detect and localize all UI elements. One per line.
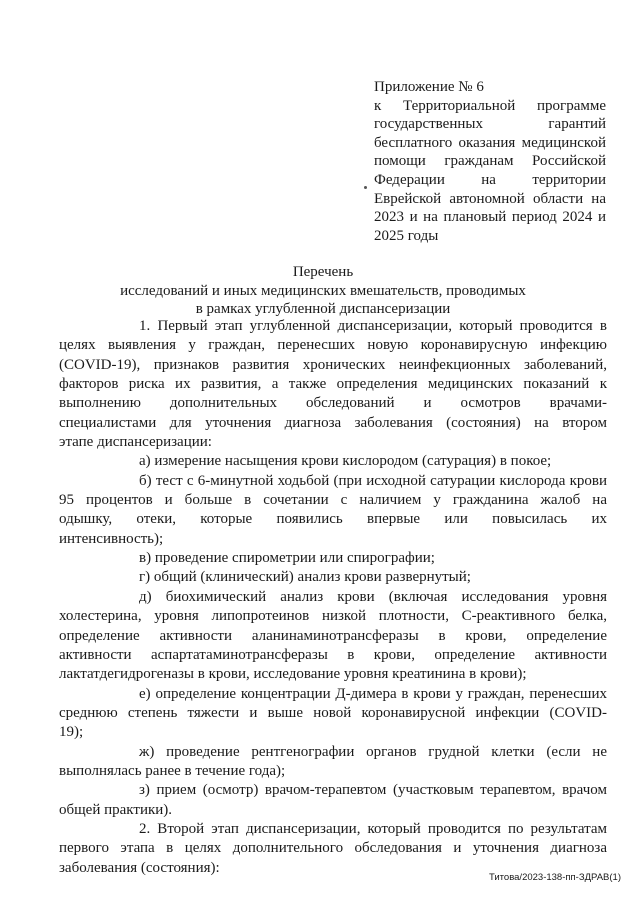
title-line: в рамках углубленной диспансеризации (195, 301, 451, 317)
appendix-header (374, 78, 606, 245)
list-item: е) определение концентрации Д-димера в крови у граждан, перенесших (139, 685, 607, 702)
list-item-line: активности аспартатаминотрансферазы в крови, определение активности (59, 646, 607, 663)
scan-dot (364, 186, 367, 189)
paragraph-line: выполнению дополнительных обследований и осмотров врачами- (59, 395, 607, 412)
appendix-number: Приложение № 6 (374, 79, 484, 95)
appendix-line: 2023 и на плановый период 2024 и (374, 209, 606, 226)
list-item: ж) проведение рентгенографии органов грудной клетки (если не (139, 743, 607, 760)
appendix-line: государственных гарантий (374, 116, 606, 133)
list-item: а) измерение насыщения крови кислородом (сатурация) в покое; (139, 453, 552, 470)
appendix-line: Федерации на территории (374, 171, 606, 188)
list-item-line: одышку, отеки, которые появились впервые или повысилась их (59, 511, 607, 528)
list-item-line: выполнялась ранее в течение года); (59, 762, 286, 779)
paragraph-line: факторов риска их развития, а также определения медицинских показаний к (59, 376, 607, 393)
list-item-line: общей практики). (59, 801, 173, 818)
appendix-line: бесплатного оказания медицинской (374, 134, 606, 151)
paragraph-line: целях выявления у граждан, перенесших новую коронавирусную инфекцию (59, 337, 607, 354)
paragraph-line: (COVID-19), признаков развития хронических неинфекционных заболеваний, (59, 356, 607, 373)
appendix-line: помощи гражданам Российской (374, 153, 606, 170)
appendix-line: Еврейской автономной области на (374, 190, 606, 207)
list-item-line: лактатдегидрогеназы в крови, исследование уровня креатинина в крови); (59, 666, 527, 683)
paragraph-line: этапе диспансеризации: (59, 434, 212, 451)
title-line: Перечень (292, 264, 354, 280)
list-item-line: 95 процентов и больше в сочетании с наличием у гражданина жалоб на (59, 492, 607, 509)
list-item: г) общий (клинический) анализ крови развернутый; (139, 569, 471, 586)
list-item: б) тест с 6-минутной ходьбой (при исходной сатурации кислорода крови (139, 472, 607, 489)
paragraph-line: 2. Второй этап диспансеризации, который проводится по результатам (139, 820, 607, 837)
list-item: з) прием (осмотр) врачом-терапевтом (участковым терапевтом, врачом (139, 782, 607, 799)
paragraph-line: заболевания (состояния): (59, 859, 220, 876)
title-line: исследований и иных медицинских вмешательств, проводимых (120, 282, 526, 299)
document-footer-code: Титова/2023-138-пп-ЗДРАВ(1) (488, 872, 621, 883)
paragraph-line: специалистами для уточнения диагноза заболевания (состояния) на втором (59, 414, 607, 431)
list-item-line: холестерина, уровня липопротеинов низкой плотности, С-реактивного белка, (59, 608, 607, 625)
document-body (59, 317, 607, 878)
paragraph-line: первого этапа в целях дополнительного обследования и уточнения диагноза (59, 840, 607, 857)
list-item: д) биохимический анализ крови (включая исследования уровня (139, 588, 607, 605)
list-item-line: среднюю степень тяжести и выше новой коронавирусной инфекции (COVID- (59, 704, 607, 721)
appendix-line: 2025 годы (374, 227, 439, 244)
list-item-line: интенсивность); (59, 530, 164, 547)
paragraph-line: 1. Первый этап углубленной диспансеризации, который проводится в (139, 318, 607, 334)
list-item: в) проведение спирометрии или спирографии; (139, 550, 435, 567)
document-title (60, 263, 586, 319)
appendix-line: к Территориальной программе (374, 97, 606, 114)
list-item-line: определение активности аланинаминотрансферазы в крови, определение (59, 627, 607, 644)
list-item-line: 19); (59, 724, 84, 741)
